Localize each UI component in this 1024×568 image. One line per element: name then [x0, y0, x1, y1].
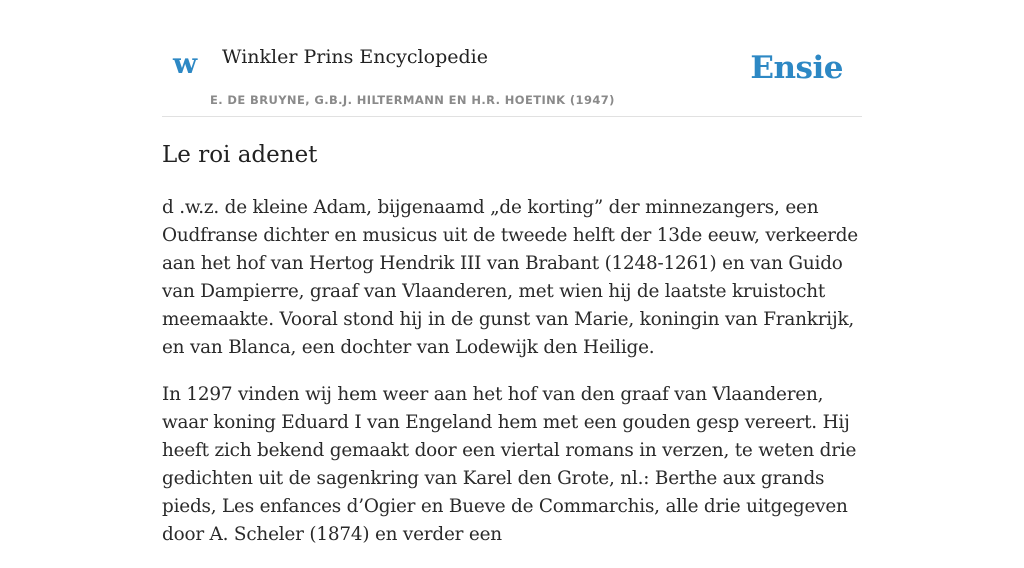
- brand-logo[interactable]: Ensie: [750, 50, 843, 86]
- article-paragraph-2: In 1297 vinden wij hem weer aan het hof van den graaf van Vlaanderen, waar koning Eduard I van Engeland hem met een gouden gesp vereert. Hij heeft zich bekend gemaakt door een viertal romans in verzen, te weten drie gedichten uit de sagenkring van Karel den Grote, nl.: Berthe aux grands pieds, Les enfances d’Ogier en Bueve de Commarchis, alle drie uitgegeven door A. Scheler (1874) en verder een: [162, 384, 857, 545]
- authors-byline: E. DE BRUYNE, G.B.J. HILTERMANN EN H.R. HOETINK (1947): [210, 93, 615, 107]
- site-title[interactable]: Winkler Prins Encyclopedie: [222, 46, 488, 68]
- article-title: Le roi adenet: [162, 142, 318, 168]
- article: [162, 138, 867, 568]
- site-logo[interactable]: w: [173, 47, 198, 80]
- site-header: [162, 0, 862, 117]
- article-paragraph-1: d .w.z. de kleine Adam, bijgenaamd „de korting” der minnezangers, een Oudfranse dichter en musicus uit de tweede helft der 13de eeuw, verkeerde aan het hof van Hertog Hendrik III van Brabant (1248-1261) en van Guido van Dampierre, graaf van Vlaanderen, met wien hij de laatste kruistocht meemaakte. Vooral stond hij in de gunst van Marie, koningin van Frankrijk, en van Blanca, een dochter van Lodewijk den Heilige.: [162, 197, 858, 358]
